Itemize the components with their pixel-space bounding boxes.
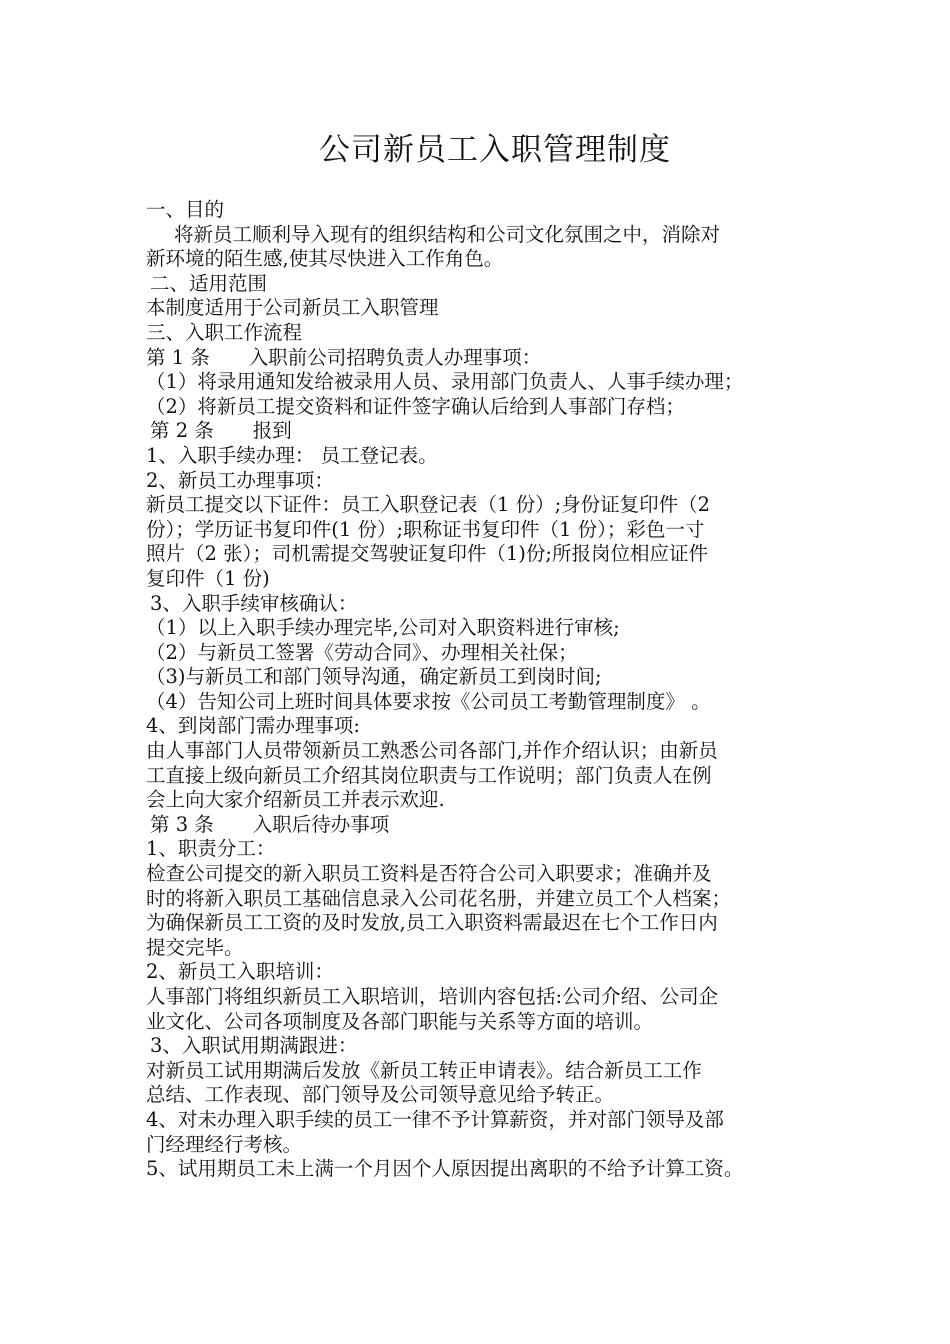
list-item: （2）将新员工提交资料和证件签字确认后给到人事部门存档； bbox=[146, 394, 685, 418]
section-heading-purpose: 一、目的 bbox=[146, 198, 225, 221]
article-heading: 第 1 条 入职前公司招聘负责人办理事项： bbox=[146, 345, 542, 369]
paragraph-line: 人事部门将组织新员工入职培训，培训内容包括:公司介绍、公司企 bbox=[146, 985, 719, 1008]
paragraph-line: 份）；学历证书复印件(1 份）;职称证书复印件（1 份）；彩色一寸 bbox=[146, 517, 705, 541]
paragraph-line: 总结、工作表现、部门领导及公司领导意见给予转正。 bbox=[146, 1083, 615, 1107]
paragraph-line: 本制度适用于公司新员工入职管理 bbox=[146, 296, 439, 320]
article-heading: 第 2 条 报到 bbox=[150, 419, 292, 443]
list-item: （2）与新员工签署《劳动合同》、办理相关社保； bbox=[146, 640, 578, 664]
list-item: （3)与新员工和部门领导沟通，确定新员工到岗时间; bbox=[146, 665, 602, 689]
list-item: （1）将录用通知发给被录用人员、录用部门负责人、人事手续办理； bbox=[146, 370, 744, 394]
list-item: 1、职责分工： bbox=[146, 837, 276, 861]
paragraph-line: 会上向大家介绍新员工并表示欢迎. bbox=[146, 788, 445, 812]
list-item: 4、对未办理入职手续的员工一律不予计算薪资，并对部门领导及部 bbox=[146, 1107, 724, 1131]
list-item: 4、到岗部门需办理事项: bbox=[146, 714, 360, 738]
paragraph-line: 对新员工试用期满后发放《新员工转正申请表》。结合新员工工作 bbox=[146, 1058, 702, 1082]
paragraph-line: 将新员工顺利导入现有的组织结构和公司文化氛围之中，消除对 bbox=[174, 222, 721, 246]
paragraph-line: 工直接上级向新员工介绍其岗位职责与工作说明；部门负责人在例 bbox=[146, 763, 712, 787]
paragraph-line: 为确保新员工工资的及时发放,员工入职资料需最迟在七个工作日内 bbox=[146, 911, 718, 935]
paragraph-line: 门经理经行考核。 bbox=[146, 1132, 303, 1156]
paragraph-line: 提交完毕。 bbox=[146, 935, 244, 959]
paragraph-line: 由人事部门人员带领新员工熟悉公司各部门,并作介绍认识；由新员 bbox=[146, 739, 718, 763]
list-item: （1）以上入职手续办理完毕,公司对入职资料进行审核; bbox=[146, 616, 620, 640]
list-item: 1、入职手续办理： 员工登记表。 bbox=[146, 443, 438, 467]
article-heading: 第 3 条 入职后待办事项 bbox=[150, 812, 390, 836]
section-heading-scope: 二、适用范围 bbox=[150, 271, 268, 295]
list-item: 2、新员工入职培训： bbox=[146, 960, 334, 984]
list-item: 5、试用期员工未上满一个月因个人原因提出离职的不给予计算工资。 bbox=[146, 1157, 744, 1181]
paragraph-line: 复印件（1 份) bbox=[146, 566, 270, 590]
paragraph-line: 时的将新入职员工基础信息录入公司花名册，并建立员工个人档案； bbox=[146, 886, 732, 910]
section-heading-process: 三、入职工作流程 bbox=[146, 320, 303, 344]
document-title: 公司新员工入职管理制度 bbox=[319, 132, 671, 168]
list-item: 2、新员工办理事项： bbox=[146, 468, 334, 492]
list-item: 3、入职试用期满跟进： bbox=[150, 1034, 358, 1058]
document-body bbox=[146, 198, 826, 1182]
paragraph-line: 业文化、公司各项制度及各部门职能与关系等方面的培训。 bbox=[146, 1009, 654, 1033]
list-item: 3、入职手续审核确认： bbox=[150, 591, 358, 615]
paragraph-line: 新环境的陌生感,使其尽快进入工作角色。 bbox=[146, 247, 504, 271]
list-item: （4）告知公司上班时间具体要求按《公司员工考勤管理制度》 。 bbox=[146, 689, 711, 713]
paragraph-line: 照片（2 张）；司机需提交驾驶证复印件（1)份;所报岗位相应证件 bbox=[146, 542, 708, 566]
paragraph-line: 检查公司提交的新入职员工资料是否符合公司入职要求；准确并及 bbox=[146, 862, 712, 886]
paragraph-line: 新员工提交以下证件：员工入职登记表（1 份）;身份证复印件（2 bbox=[146, 493, 711, 517]
